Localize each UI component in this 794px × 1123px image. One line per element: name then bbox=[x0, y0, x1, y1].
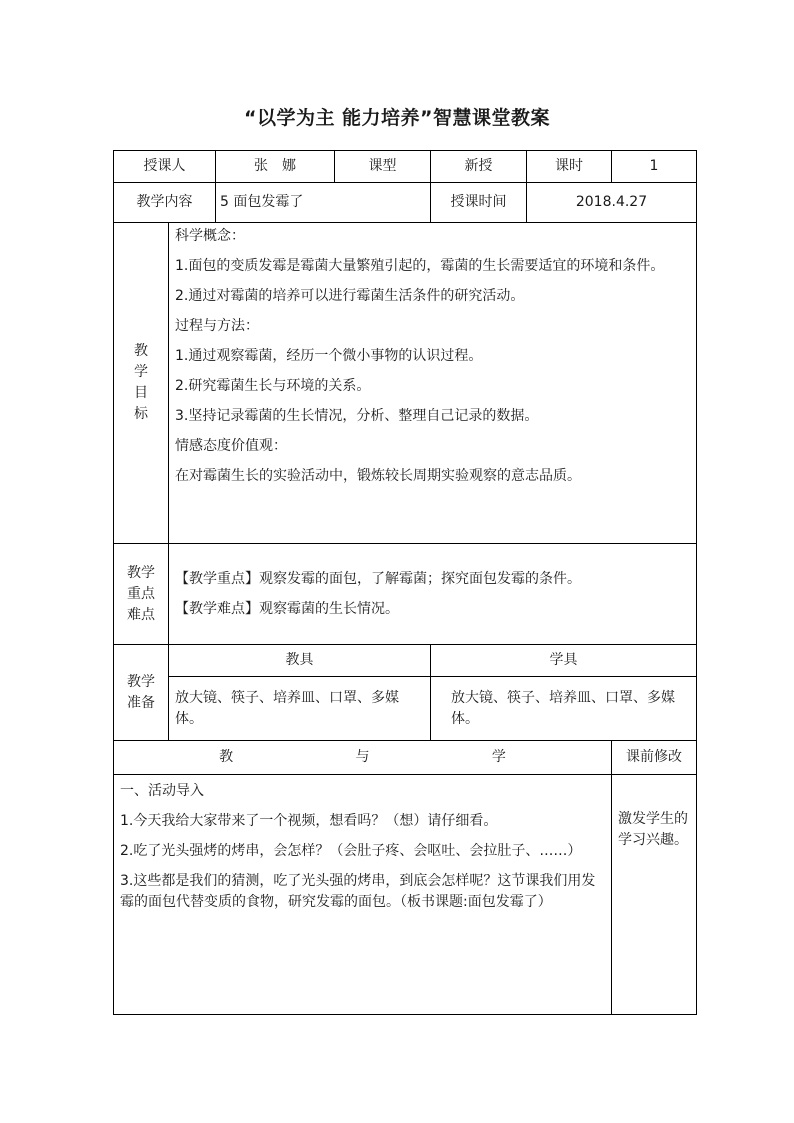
objective-line: 2.通过对霉菌的培养可以进行霉菌生活条件的研究活动。 bbox=[175, 288, 525, 304]
preparation-label: 教学 准备 bbox=[114, 645, 169, 741]
content-value: 5 面包发霉了 bbox=[216, 183, 431, 223]
objectives-content bbox=[169, 223, 697, 544]
time-label: 授课时间 bbox=[431, 183, 527, 223]
objective-line: 科学概念： bbox=[175, 228, 245, 244]
preparation-header-row bbox=[114, 645, 697, 677]
objective-line: 过程与方法： bbox=[175, 318, 259, 334]
objective-line: 在对霉菌生长的实验活动中，锻炼较长周期实验观察的意志品质。 bbox=[175, 468, 581, 484]
teacher-name: 张 娜 bbox=[216, 151, 335, 183]
header-row-2 bbox=[114, 183, 697, 223]
class-hours-value: 1 bbox=[612, 151, 697, 183]
key-point-line: 【教学重点】观察发霉的面包，了解霉菌；探究面包发霉的条件。 bbox=[175, 570, 581, 587]
time-value: 2018.4.27 bbox=[527, 183, 697, 223]
process-line: 2.吃了光头强烤的烤串，会怎样？（会肚子疼、会呕吐、会拉肚子、……） bbox=[120, 843, 582, 859]
process-header-row bbox=[114, 741, 697, 775]
student-tools: 放大镜、筷子、培养皿、口罩、多媒体。 bbox=[431, 677, 697, 741]
teacher-label: 授课人 bbox=[114, 151, 216, 183]
process-header: 教 与 学 bbox=[114, 741, 612, 775]
student-tools-header: 学具 bbox=[431, 645, 697, 677]
revision-note: 激发学生的学习兴趣。 bbox=[612, 775, 697, 1015]
process-line: 一、活动导入 bbox=[120, 783, 204, 799]
objective-line: 情感态度价值观： bbox=[175, 438, 287, 454]
key-points-content bbox=[169, 544, 697, 645]
lesson-type-label: 课型 bbox=[335, 151, 431, 183]
objective-line: 1.通过观察霉菌，经历一个微小事物的认识过程。 bbox=[175, 348, 483, 364]
teacher-tools: 放大镜、筷子、培养皿、口罩、多媒体。 bbox=[169, 677, 431, 741]
lesson-plan-table bbox=[113, 150, 697, 1015]
objectives-row bbox=[114, 223, 697, 544]
page-title: “以学为主 能力培养”智慧课堂教案 bbox=[243, 107, 551, 129]
key-points-row bbox=[114, 544, 697, 645]
revision-header: 课前修改 bbox=[612, 741, 697, 775]
preparation-content-row bbox=[114, 677, 697, 741]
process-content-row bbox=[114, 775, 697, 1015]
process-line: 3.这些都是我们的猜测，吃了光头强的烤串，到底会怎样呢？这节课我们用发霉的面包代替变质的食物，研究发霉的面包。（板书课题:面包发霉了） bbox=[120, 873, 596, 910]
difficulty-line: 【教学难点】观察霉菌的生长情况。 bbox=[175, 600, 399, 617]
process-line: 1.今天我给大家带来了一个视频，想看吗？（想）请仔细看。 bbox=[120, 813, 498, 829]
objective-line: 2.研究霉菌生长与环境的关系。 bbox=[175, 378, 371, 394]
class-hours-label: 课时 bbox=[527, 151, 612, 183]
content-label: 教学内容 bbox=[114, 183, 216, 223]
lesson-type-value: 新授 bbox=[431, 151, 527, 183]
objective-line: 3.坚持记录霉菌的生长情况，分析、整理自己记录的数据。 bbox=[175, 408, 539, 424]
teacher-tools-header: 教具 bbox=[169, 645, 431, 677]
header-row-1 bbox=[114, 151, 697, 183]
key-points-label: 教学 重点 难点 bbox=[114, 544, 169, 645]
objective-line: 1.面包的变质发霉是霉菌大量繁殖引起的，霉菌的生长需要适宜的环境和条件。 bbox=[175, 258, 665, 274]
objectives-label: 教 学 目 标 bbox=[114, 223, 169, 544]
process-content bbox=[114, 775, 612, 1015]
